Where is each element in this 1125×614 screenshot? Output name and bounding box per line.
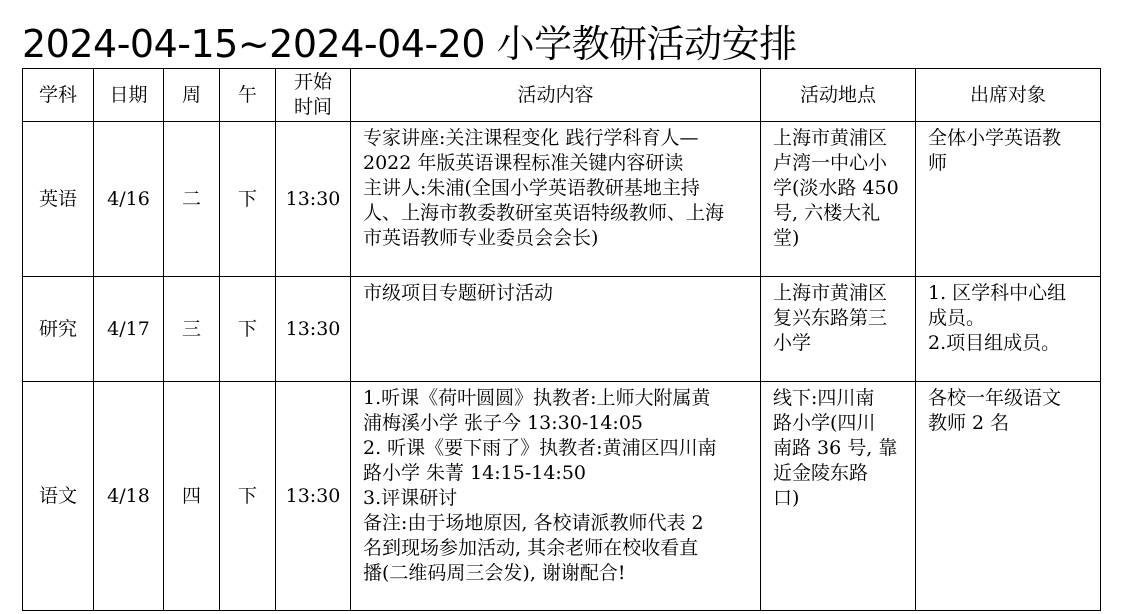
cell-start-time: 13:30 — [276, 382, 351, 611]
header-location: 活动地点 — [761, 69, 916, 122]
content-line: 3.评课研讨 — [363, 487, 458, 509]
cell-content — [351, 382, 761, 611]
location-line: 近金陵东路 — [773, 462, 869, 484]
location-line: 小学 — [773, 332, 812, 354]
location-line: 路小学(四川 — [773, 412, 876, 434]
cell-date: 4/18 — [94, 382, 164, 611]
header-start-time-line1: 开始 — [293, 71, 332, 93]
content-line: 人、上海市教委教研室英语特级教师、上海 — [363, 202, 725, 224]
attendees-line: 2.项目组成员。 — [928, 332, 1061, 354]
content-line: 专家讲座:关注课程变化 践行学科育人— — [363, 127, 699, 149]
content-line: 备注:由于场地原因, 各校请派教师代表 2 — [363, 512, 704, 534]
content-line: 市英语教师专业委员会会长) — [363, 227, 599, 249]
cell-week: 四 — [164, 382, 220, 611]
location-line: 号, 六楼大礼 — [773, 202, 881, 224]
attendees-line: 师 — [928, 152, 948, 174]
page-title: 2024-04-15~2024-04-20 小学教研活动安排 — [22, 22, 797, 66]
attendees-line: 1. 区学科中心组 — [928, 282, 1067, 304]
header-start-time-line2: 时间 — [293, 96, 332, 118]
cell-half-day: 下 — [220, 122, 276, 277]
cell-subject: 研究 — [23, 277, 94, 382]
cell-date: 4/16 — [94, 122, 164, 277]
location-line: 上海市黄浦区 — [773, 282, 888, 304]
table-row — [23, 382, 1101, 611]
location-line: 学(淡水路 450 — [773, 177, 899, 199]
table-header-row — [23, 69, 1101, 122]
attendees-line: 各校一年级语文 — [928, 387, 1062, 409]
content-line: 2022 年版英语课程标准关键内容研读 — [363, 152, 684, 174]
header-half-day: 午 — [220, 69, 276, 122]
cell-date: 4/17 — [94, 277, 164, 382]
cell-location — [761, 122, 916, 277]
header-week: 周 — [164, 69, 220, 122]
content-line: 路小学 朱菁 14:15-14:50 — [363, 462, 587, 484]
location-line: 南路 36 号, 靠 — [773, 437, 898, 459]
cell-content — [351, 277, 761, 382]
cell-location — [761, 382, 916, 611]
header-attendees: 出席对象 — [916, 69, 1101, 122]
schedule-table — [22, 68, 1101, 611]
cell-week: 三 — [164, 277, 220, 382]
header-date: 日期 — [94, 69, 164, 122]
location-line: 堂) — [773, 227, 800, 249]
content-line: 市级项目专题研讨活动 — [363, 282, 554, 304]
cell-content — [351, 122, 761, 277]
cell-start-time: 13:30 — [276, 277, 351, 382]
header-subject: 学科 — [23, 69, 94, 122]
header-content: 活动内容 — [351, 69, 761, 122]
cell-half-day: 下 — [220, 277, 276, 382]
attendees-line: 成员。 — [928, 307, 986, 329]
attendees-line: 全体小学英语教 — [928, 127, 1062, 149]
location-line: 口) — [773, 487, 800, 509]
cell-attendees — [916, 277, 1101, 382]
attendees-line: 教师 2 名 — [928, 412, 1010, 434]
cell-start-time: 13:30 — [276, 122, 351, 277]
cell-location — [761, 277, 916, 382]
cell-attendees — [916, 122, 1101, 277]
cell-half-day: 下 — [220, 382, 276, 611]
location-line: 复兴东路第三 — [773, 307, 888, 329]
content-line: 播(二维码周三会发), 谢谢配合! — [363, 562, 626, 584]
location-line: 卢湾一中心小 — [773, 152, 888, 174]
cell-week: 二 — [164, 122, 220, 277]
cell-subject: 语文 — [23, 382, 94, 611]
content-line: 1.听课《荷叶圆圆》执教者:上师大附属黄 — [363, 387, 711, 409]
content-line: 名到现场参加活动, 其余老师在校收看直 — [363, 537, 699, 559]
content-line: 浦梅溪小学 张子今 13:30-14:05 — [363, 412, 644, 434]
header-start-time — [276, 69, 351, 122]
location-line: 上海市黄浦区 — [773, 127, 888, 149]
content-line: 2. 听课《要下雨了》执教者:黄浦区四川南 — [363, 437, 717, 459]
table-row — [23, 277, 1101, 382]
cell-attendees — [916, 382, 1101, 611]
table-row — [23, 122, 1101, 277]
location-line: 线下:四川南 — [773, 387, 875, 409]
cell-subject: 英语 — [23, 122, 94, 277]
content-line: 主讲人:朱浦(全国小学英语教研基地主持 — [363, 177, 700, 199]
